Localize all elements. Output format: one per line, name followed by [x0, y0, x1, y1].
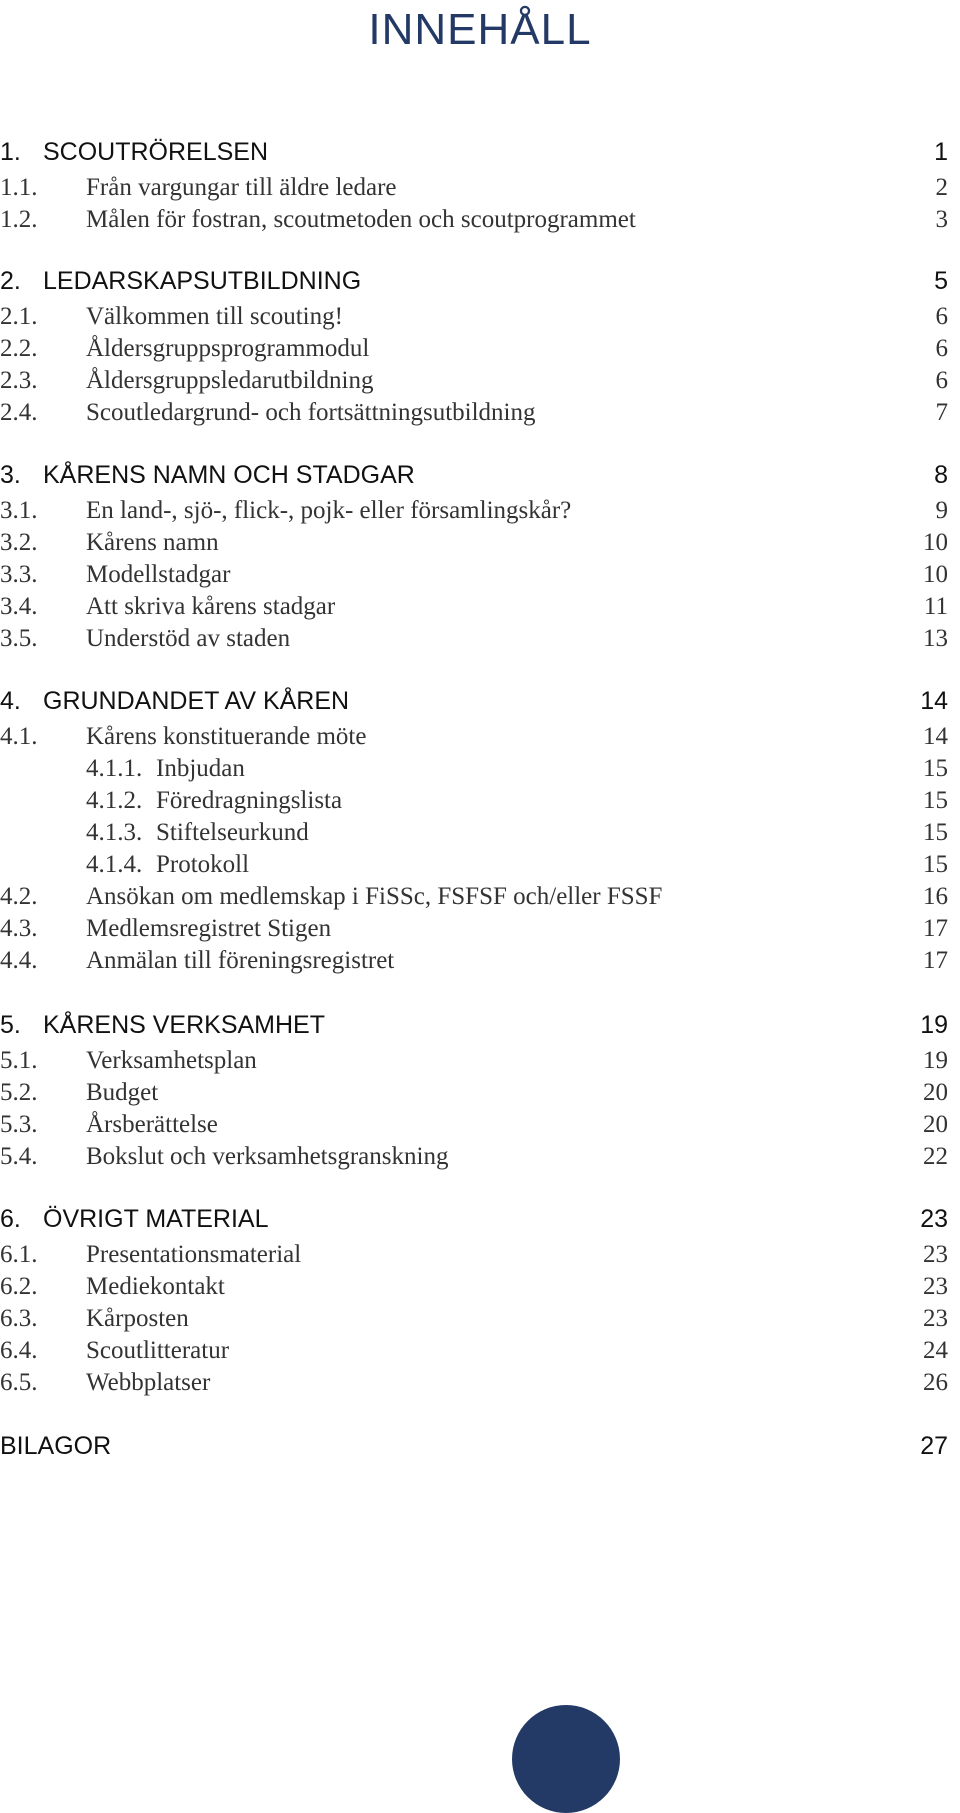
- toc-page-number: 20: [923, 1079, 948, 1106]
- toc-page-number: 19: [923, 1047, 948, 1074]
- toc-entry[interactable]: [0, 366, 948, 396]
- toc-page-number: 1: [934, 138, 948, 166]
- toc-heading[interactable]: [0, 266, 948, 296]
- toc-title: En land-, sjö-, flick-, pojk- eller församlingskår?: [86, 497, 572, 524]
- toc-page-number: 20: [923, 1111, 948, 1138]
- toc-page-number: 11: [923, 593, 948, 620]
- toc-title: SCOUTRÖRELSEN: [43, 138, 269, 166]
- toc-number: 5.4.: [0, 1143, 38, 1170]
- toc-number: 2.2.: [0, 335, 38, 362]
- toc-number: 6.1.: [0, 1241, 38, 1268]
- toc-number: 4.1.3.: [86, 819, 143, 846]
- toc-title: Ansökan om medlemskap i FiSSc, FSFSF och/eller FSSF: [86, 883, 663, 910]
- toc-page-number: 5: [934, 267, 948, 295]
- toc-subentry[interactable]: [0, 754, 948, 784]
- toc-title: Åldersgruppsprogrammodul: [86, 335, 370, 362]
- toc-page-number: 7: [935, 399, 948, 426]
- toc-number: 4.1.4.: [86, 851, 143, 878]
- toc-title: Årsberättelse: [86, 1111, 218, 1138]
- toc-number: 2.3.: [0, 367, 38, 394]
- toc-entry[interactable]: [0, 592, 948, 622]
- toc-entry[interactable]: [0, 1336, 948, 1366]
- toc-title: KÅRENS VERKSAMHET: [43, 1011, 326, 1039]
- toc-page-number: 8: [934, 461, 948, 489]
- toc-entry[interactable]: [0, 914, 948, 944]
- toc-page-number: 10: [923, 561, 948, 588]
- toc-entry[interactable]: [0, 334, 948, 364]
- toc-entry[interactable]: [0, 624, 948, 654]
- toc-number: 3.: [0, 461, 21, 489]
- toc-page-number: 23: [923, 1273, 948, 1300]
- toc-number: 1.: [0, 138, 21, 166]
- toc-heading[interactable]: [0, 137, 948, 167]
- toc-number: 5.1.: [0, 1047, 38, 1074]
- toc-page-number: 26: [923, 1369, 948, 1396]
- toc-entry[interactable]: [0, 1304, 948, 1334]
- toc-title: Budget: [86, 1079, 159, 1106]
- toc-page-number: 17: [923, 947, 948, 974]
- toc-title: GRUNDANDET AV KÅREN: [43, 687, 350, 715]
- toc-entry[interactable]: [0, 1142, 948, 1172]
- toc-title: Scoutlitteratur: [86, 1337, 230, 1364]
- toc-heading[interactable]: [0, 1204, 948, 1234]
- page-title: INNEHÅLL: [368, 5, 592, 54]
- toc-title: ÖVRIGT MATERIAL: [43, 1205, 269, 1233]
- toc-entry[interactable]: [0, 1368, 948, 1398]
- toc-number: 3.1.: [0, 497, 38, 524]
- toc-page-number: 3: [935, 206, 948, 233]
- toc-title: Mediekontakt: [86, 1273, 225, 1300]
- toc-number: 4.3.: [0, 915, 38, 942]
- toc-title: Åldersgruppsledarutbildning: [86, 367, 374, 394]
- toc-title: Modellstadgar: [86, 561, 231, 588]
- toc-page-number: 14: [923, 723, 948, 750]
- toc-page-number: 15: [923, 819, 948, 846]
- toc-entry[interactable]: [0, 528, 948, 558]
- toc-page-number: 10: [923, 529, 948, 556]
- toc-number: 5.: [0, 1011, 21, 1039]
- toc-entry[interactable]: [0, 496, 948, 526]
- toc-number: 5.3.: [0, 1111, 38, 1138]
- toc-title: Från vargungar till äldre ledare: [86, 174, 397, 201]
- toc-heading[interactable]: [0, 460, 948, 490]
- toc-number: 2.: [0, 267, 21, 295]
- toc-subentry[interactable]: [0, 818, 948, 848]
- toc-heading[interactable]: [0, 1431, 948, 1461]
- toc-page-number: 23: [920, 1205, 948, 1233]
- toc-subentry[interactable]: [0, 786, 948, 816]
- toc-title: Anmälan till föreningsregistret: [86, 947, 395, 974]
- toc-entry[interactable]: [0, 1240, 948, 1270]
- toc-entry[interactable]: [0, 1046, 948, 1076]
- toc-page-number: 24: [923, 1337, 948, 1364]
- toc-page-number: 14: [920, 687, 948, 715]
- toc-page-number: 27: [920, 1432, 948, 1460]
- page-marker-circle: [512, 1705, 620, 1813]
- toc-title: KÅRENS NAMN OCH STADGAR: [43, 461, 415, 489]
- toc-number: 6.2.: [0, 1273, 38, 1300]
- toc-title: Medlemsregistret Stigen: [86, 915, 332, 942]
- toc-number: 1.2.: [0, 206, 38, 233]
- toc-page-number: 15: [923, 851, 948, 878]
- toc-entry[interactable]: [0, 1110, 948, 1140]
- toc-page-number: 16: [923, 883, 948, 910]
- toc-page-number: 9: [935, 497, 948, 524]
- toc-number: 3.5.: [0, 625, 38, 652]
- toc-number: 6.: [0, 1205, 21, 1233]
- toc-number: 2.1.: [0, 303, 38, 330]
- toc-title: Föredragningslista: [156, 787, 343, 814]
- toc-entry[interactable]: [0, 882, 948, 912]
- toc-title: Välkommen till scouting!: [86, 303, 343, 330]
- toc-number: 4.4.: [0, 947, 38, 974]
- toc-title: Stiftelseurkund: [156, 819, 309, 846]
- toc-page-number: 23: [923, 1241, 948, 1268]
- toc-subentry[interactable]: [0, 850, 948, 880]
- toc-number: 3.4.: [0, 593, 38, 620]
- toc-heading[interactable]: [0, 686, 948, 716]
- toc-title: Scoutledargrund- och fortsättningsutbildning: [86, 399, 536, 426]
- toc-title: Inbjudan: [156, 755, 245, 782]
- toc-title: Webbplatser: [86, 1369, 211, 1396]
- toc-title: Bokslut och verksamhetsgranskning: [86, 1143, 449, 1170]
- toc-title: Protokoll: [156, 851, 250, 878]
- toc-entry[interactable]: [0, 1272, 948, 1302]
- toc-title: Kårposten: [86, 1305, 189, 1332]
- toc-title: Verksamhetsplan: [86, 1047, 257, 1074]
- toc-number: 6.3.: [0, 1305, 38, 1332]
- toc-page-number: 23: [923, 1305, 948, 1332]
- toc-title: Att skriva kårens stadgar: [86, 593, 336, 620]
- toc-entry[interactable]: [0, 946, 948, 976]
- toc-page-number: 13: [923, 625, 948, 652]
- toc-number: 3.2.: [0, 529, 38, 556]
- toc-title: Kårens konstituerande möte: [86, 723, 367, 750]
- toc-page-number: 19: [920, 1011, 948, 1039]
- toc-title: LEDARSKAPSUTBILDNING: [43, 267, 362, 295]
- toc-number: 4.1.: [0, 723, 38, 750]
- toc-page-number: 22: [923, 1143, 948, 1170]
- toc-entry[interactable]: [0, 722, 948, 752]
- toc-page-number: 15: [923, 787, 948, 814]
- toc-page-number: 15: [923, 755, 948, 782]
- toc-entry[interactable]: [0, 398, 948, 428]
- toc-number: 2.4.: [0, 399, 38, 426]
- toc-entry[interactable]: [0, 1078, 948, 1108]
- toc-number: 6.5.: [0, 1369, 38, 1396]
- toc-entry[interactable]: [0, 560, 948, 590]
- toc-title: Presentationsmaterial: [86, 1241, 302, 1268]
- toc-title: Kårens namn: [86, 529, 219, 556]
- toc-page-number: 2: [935, 174, 948, 201]
- toc-title: BILAGOR: [0, 1432, 112, 1460]
- toc-number: 4.: [0, 687, 21, 715]
- toc-page-number: 6: [935, 367, 948, 394]
- toc-page-number: 6: [935, 335, 948, 362]
- toc-entry[interactable]: [0, 173, 948, 203]
- toc-entry[interactable]: [0, 205, 948, 235]
- toc-number: 5.2.: [0, 1079, 38, 1106]
- toc-number: 4.2.: [0, 883, 38, 910]
- toc-number: 4.1.1.: [86, 755, 143, 782]
- toc-title: Understöd av staden: [86, 625, 291, 652]
- toc-heading[interactable]: [0, 1010, 948, 1040]
- toc-number: 4.1.2.: [86, 787, 143, 814]
- toc-page-number: 6: [935, 303, 948, 330]
- toc-title: Målen för fostran, scoutmetoden och scoutprogrammet: [86, 206, 636, 233]
- toc-number: 1.1.: [0, 174, 38, 201]
- toc-entry[interactable]: [0, 302, 948, 332]
- toc-number: 3.3.: [0, 561, 38, 588]
- toc-number: 6.4.: [0, 1337, 38, 1364]
- toc-page-number: 17: [923, 915, 948, 942]
